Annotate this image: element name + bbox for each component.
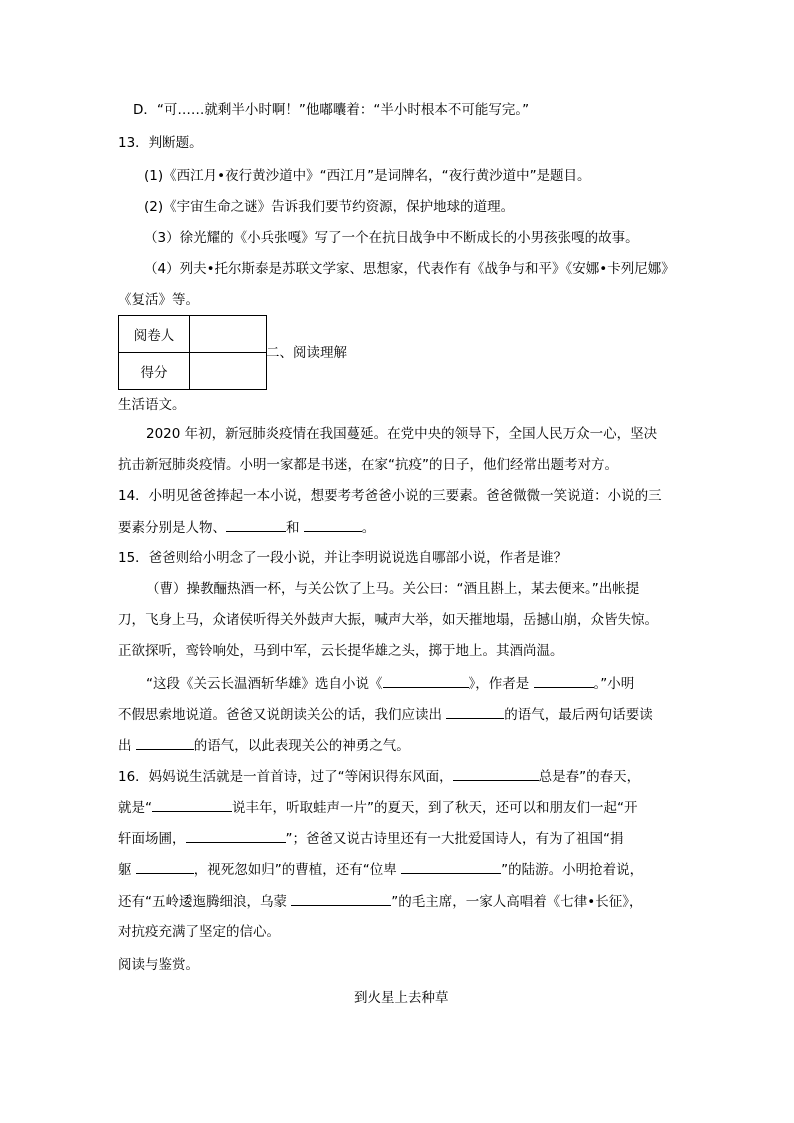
score-label: 得分: [119, 353, 190, 390]
q15-answer-l3: [118, 735, 410, 756]
score-table: [118, 315, 267, 390]
q16-l1: [118, 766, 640, 787]
q16-l2: [118, 797, 638, 818]
section2-intro: 生活语文。: [118, 397, 186, 413]
q13-item-4-cont: 《复活》等。: [118, 292, 199, 308]
q16-blank-4[interactable]: [136, 859, 194, 874]
q14-blank-1[interactable]: [226, 517, 286, 532]
q16-l2-b: 说丰年，听取蛙声一片”的夏天，到了秋天，还可以和朋友们一起“开: [232, 800, 638, 816]
section2-para1-l1: 2020 年初，新冠肺炎疫情在我国蔓延。在党中央的领导下，全国人民万众一心，坚决: [146, 426, 658, 442]
q13-item-3: （3）徐光耀的《小兵张嘎》写了一个在抗日战争中不断成长的小男孩张嘎的故事。: [144, 230, 639, 246]
reviewer-cell[interactable]: [190, 316, 267, 353]
q15-a1-a: “这段《关云长温酒斩华雄》选自小说《: [146, 676, 383, 692]
q15-answer-l2: [118, 704, 653, 725]
q16-l2-a: 就是“: [118, 800, 152, 816]
q15-blank-author[interactable]: [534, 673, 594, 688]
q15-l1: 15．爸爸则给小明念了一段小说，并让李明说说选自哪部小说，作者是谁？: [118, 550, 568, 566]
q14-l2-a: 要素分别是人物、: [118, 520, 226, 536]
q14-blank-2[interactable]: [304, 517, 362, 532]
q15-passage-l1: （曹）操教酾热酒一杯，与关公饮了上马。关公曰：“酒且斟上，某去便来。”出帐提: [146, 581, 640, 597]
q15-a1-c: 。”小明: [593, 676, 635, 692]
q16-l4-b: ，视死忽如归”的曹植，还有“位卑: [193, 862, 397, 878]
q16-l1-b: 总是春”的春天，: [538, 769, 641, 785]
q16-blank-2[interactable]: [152, 797, 232, 812]
q16-l3-b: ”；爸爸又说古诗里还有一大批爱国诗人，有为了祖国“捐: [285, 831, 624, 847]
q16-blank-3[interactable]: [186, 828, 286, 843]
q16-l5: [118, 891, 643, 912]
q16-blank-1[interactable]: [453, 766, 539, 781]
q16-l1-a: 16．妈妈说生活就是一首首诗，过了“等闲识得东风面，: [118, 769, 453, 785]
q13-item-2: (2)《宇宙生命之谜》告诉我们要节约资源，保护地球的道理。: [144, 199, 515, 215]
q16-blank-6[interactable]: [291, 891, 391, 906]
q15-blank-novel[interactable]: [383, 673, 469, 688]
q14-l1: 14．小明见爸爸捧起一本小说，想要考考爸爸小说的三要素。爸爸微微一笑说道：小说的三: [118, 488, 662, 504]
q16-l5-b: ”的毛主席，一家人高唱着《七律•长征》，: [391, 894, 643, 910]
q15-answer-l1: [146, 673, 634, 694]
section2-title: 二、阅读理解: [266, 345, 347, 361]
score-cell[interactable]: [190, 353, 267, 390]
q15-blank-tone-2[interactable]: [136, 735, 194, 750]
q15-a1-b: 》，作者是: [468, 676, 530, 692]
q15-passage-l2: 刀，飞身上马，众诸侯听得关外鼓声大振，喊声大举，如天摧地塌，岳撼山崩，众皆失惊。: [118, 612, 658, 628]
q15-a2-a: 不假思索地说道。爸爸又说朗读关公的话，我们应读出: [118, 707, 442, 723]
q13-item-1: (1)《西江月•夜行黄沙道中》“西江月”是词牌名，“夜行黄沙道中”是题目。: [144, 168, 591, 184]
q14-l2-b: 和: [286, 520, 300, 536]
q14-l2-c: 。: [361, 520, 376, 536]
reviewer-label: 阅卷人: [119, 316, 190, 353]
q13-item-4: （4）列夫•托尔斯泰是苏联文学家、思想家，代表作有《战争与和平》《安娜•卡列尼娜》: [144, 261, 675, 277]
q15-passage-l3: 正欲探听，鸾铃响处，马到中军，云长提华雄之头，掷于地上。其酒尚温。: [118, 643, 564, 659]
q14-l2: [118, 517, 375, 538]
q16-l6: 对抗疫充满了坚定的信心。: [118, 924, 280, 940]
q16-l3: [118, 828, 624, 849]
q16-blank-5[interactable]: [401, 859, 501, 874]
q15-a2-b: 的语气，最后两句话要读: [504, 707, 653, 723]
q16-l4-a: 躯: [118, 862, 132, 878]
section2-para1-l2: 抗击新冠肺炎疫情。小明一家都是书迷，在家“抗疫”的日子，他们经常出题考对方。: [118, 457, 618, 473]
q16-l4-c: ”的陆游。小明抢着说，: [501, 862, 644, 878]
q13-title: 13．判断题。: [118, 135, 203, 151]
q16-l5-a: 还有“五岭逶迤腾细浪，乌蒙: [118, 894, 287, 910]
q16-l3-a: 轩面场圃，: [118, 831, 186, 847]
q12-option-d: D．“可……就剩半小时啊！”他嘟囔着：“半小时根本不可能写完。”: [133, 102, 530, 118]
q16-l4: [118, 859, 643, 880]
q15-a3-a: 出: [118, 738, 132, 754]
q15-a3-b: 的语气，以此表现关公的神勇之气。: [193, 738, 410, 754]
article-title: 到火星上去种草: [354, 990, 449, 1006]
q15-blank-tone-1[interactable]: [446, 704, 504, 719]
section3-intro: 阅读与鉴赏。: [118, 957, 199, 973]
